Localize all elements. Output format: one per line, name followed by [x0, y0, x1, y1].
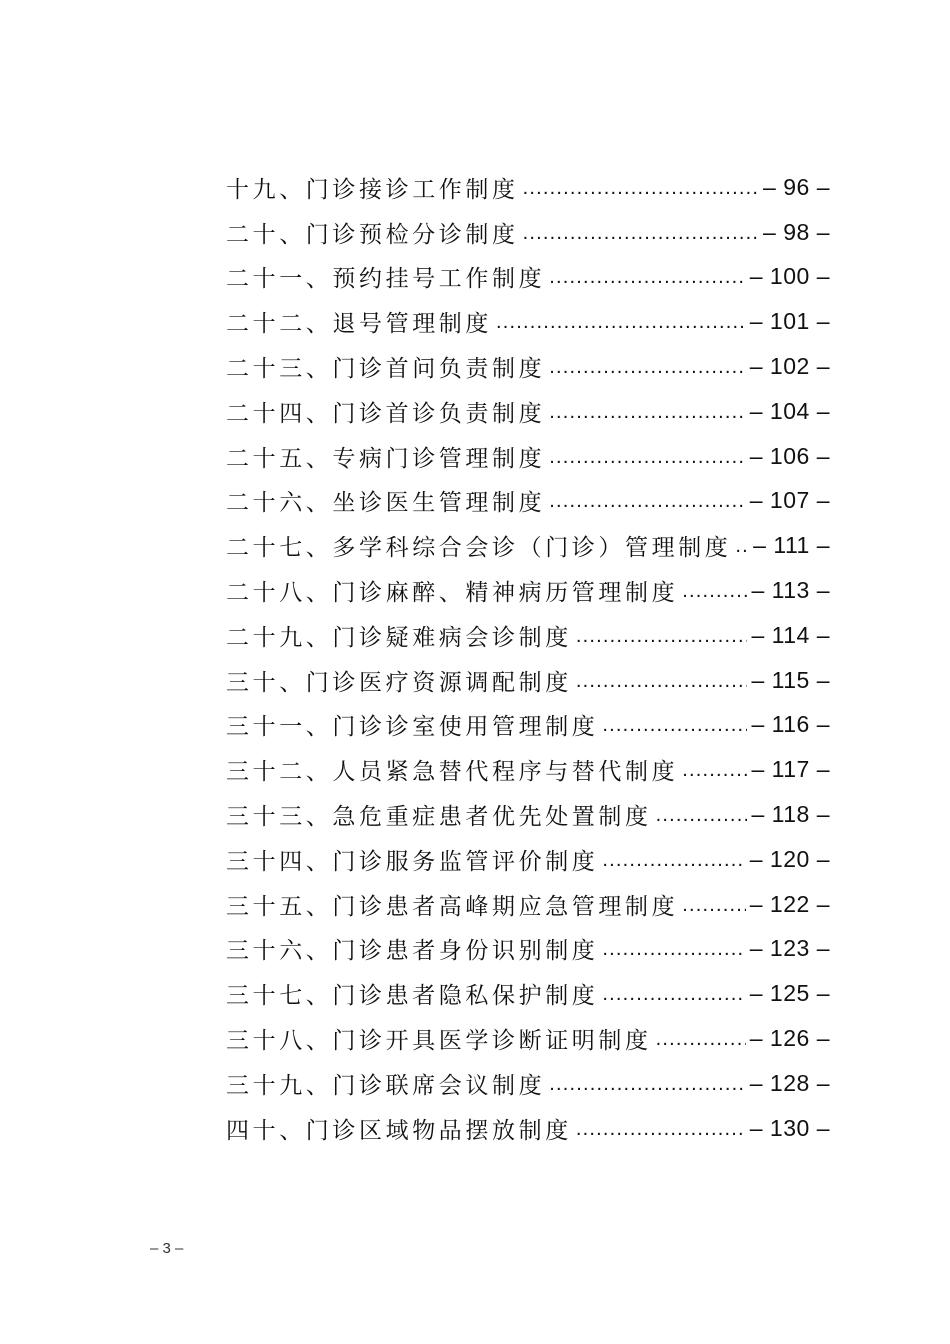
toc-entry-page: – 120 – — [749, 845, 830, 872]
page-number: – 3 – — [150, 1240, 184, 1257]
toc-entry-page: – 117 – — [751, 756, 830, 783]
toc-entry-title: 三十四、门诊服务监管评价制度 — [226, 848, 599, 875]
table-of-contents — [226, 165, 830, 1151]
dot-leader — [602, 849, 745, 872]
toc-entry-title: 三十一、门诊诊室使用管理制度 — [226, 714, 599, 741]
dot-leader — [549, 401, 746, 424]
toc-entry[interactable] — [226, 434, 830, 479]
toc-entry[interactable] — [226, 1106, 830, 1151]
toc-entry-title: 二十四、门诊首诊负责制度 — [226, 400, 546, 427]
toc-entry-title: 十九、门诊接诊工作制度 — [226, 176, 519, 203]
toc-entry[interactable] — [226, 210, 830, 255]
toc-entry-title: 二十九、门诊疑难病会诊制度 — [226, 624, 572, 651]
toc-entry-page: – 111 – — [753, 532, 830, 559]
toc-entry-page: – 98 – — [763, 218, 830, 245]
toc-entry-page: – 96 – — [763, 173, 830, 200]
toc-entry[interactable] — [226, 658, 830, 703]
toc-entry[interactable] — [226, 971, 830, 1016]
toc-entry-page: – 126 – — [749, 1025, 830, 1052]
dot-leader — [682, 894, 746, 917]
toc-entry[interactable] — [226, 703, 830, 748]
toc-entry[interactable] — [226, 792, 830, 837]
dot-leader — [682, 580, 747, 603]
toc-entry-page: – 113 – — [751, 577, 830, 604]
dot-leader — [496, 311, 746, 334]
toc-entry-page: – 116 – — [751, 711, 830, 738]
toc-entry[interactable] — [226, 165, 830, 210]
toc-entry-title: 三十八、门诊开具医学诊断证明制度 — [226, 1028, 652, 1055]
toc-entry[interactable] — [226, 747, 830, 792]
toc-entry-title: 二十三、门诊首问负责制度 — [226, 356, 546, 383]
dot-leader — [656, 804, 748, 827]
toc-entry-page: – 104 – — [749, 397, 830, 424]
toc-entry-title: 三十、门诊医疗资源调配制度 — [226, 669, 572, 696]
toc-entry-page: – 115 – — [751, 666, 830, 693]
toc-entry-title: 三十六、门诊患者身份识别制度 — [226, 938, 599, 965]
toc-entry-title: 二十六、坐诊医生管理制度 — [226, 490, 546, 517]
toc-entry[interactable] — [226, 927, 830, 972]
toc-entry[interactable] — [226, 523, 830, 568]
toc-entry-page: – 101 – — [749, 308, 830, 335]
toc-entry[interactable] — [226, 255, 830, 300]
toc-entry-page: – 107 – — [749, 487, 830, 514]
toc-entry-page: – 130 – — [749, 1114, 830, 1141]
toc-entry-page: – 100 – — [749, 263, 830, 290]
toc-entry-title: 三十二、人员紧急替代程序与替代制度 — [226, 759, 679, 786]
toc-entry-page: – 122 – — [749, 890, 830, 917]
toc-entry[interactable] — [226, 882, 830, 927]
dot-leader — [735, 535, 749, 558]
toc-entry[interactable] — [226, 1061, 830, 1106]
dot-leader — [576, 670, 748, 693]
toc-entry-title: 二十五、专病门诊管理制度 — [226, 445, 546, 472]
dot-leader — [602, 938, 745, 961]
dot-leader — [549, 266, 746, 289]
toc-entry-title: 二十八、门诊麻醉、精神病历管理制度 — [226, 580, 679, 607]
dot-leader — [523, 177, 759, 200]
dot-leader — [576, 1118, 746, 1141]
toc-entry-page: – 106 – — [749, 442, 830, 469]
dot-leader — [682, 759, 747, 782]
toc-entry-title: 三十五、门诊患者高峰期应急管理制度 — [226, 893, 679, 920]
toc-entry[interactable] — [226, 568, 830, 613]
toc-entry-page: – 125 – — [749, 980, 830, 1007]
toc-entry-title: 三十七、门诊患者隐私保护制度 — [226, 983, 599, 1010]
dot-leader — [549, 446, 746, 469]
dot-leader — [549, 490, 746, 513]
dot-leader — [602, 983, 745, 1006]
toc-entry-title: 四十、门诊区域物品摆放制度 — [226, 1117, 572, 1144]
toc-entry-title: 三十三、急危重症患者优先处置制度 — [226, 804, 652, 831]
toc-entry-title: 二十二、退号管理制度 — [226, 311, 492, 338]
dot-leader — [576, 625, 748, 648]
dot-leader — [549, 356, 746, 379]
toc-entry-title: 二十七、多学科综合会诊（门诊）管理制度 — [226, 535, 732, 562]
toc-entry[interactable] — [226, 479, 830, 524]
dot-leader — [549, 1073, 746, 1096]
toc-entry-page: – 123 – — [749, 935, 830, 962]
toc-entry-page: – 118 – — [751, 801, 830, 828]
toc-entry-page: – 128 – — [749, 1069, 830, 1096]
toc-entry[interactable] — [226, 1016, 830, 1061]
toc-entry-title: 二十、门诊预检分诊制度 — [226, 221, 519, 248]
toc-entry-page: – 102 – — [749, 353, 830, 380]
toc-entry-title: 二十一、预约挂号工作制度 — [226, 266, 546, 293]
toc-entry[interactable] — [226, 389, 830, 434]
toc-entry[interactable] — [226, 299, 830, 344]
dot-leader — [656, 1028, 746, 1051]
toc-entry-page: – 114 – — [751, 621, 830, 648]
dot-leader — [523, 222, 759, 245]
toc-entry[interactable] — [226, 837, 830, 882]
dot-leader — [602, 714, 747, 737]
toc-entry-title: 三十九、门诊联席会议制度 — [226, 1072, 546, 1099]
toc-entry[interactable] — [226, 613, 830, 658]
toc-entry[interactable] — [226, 344, 830, 389]
